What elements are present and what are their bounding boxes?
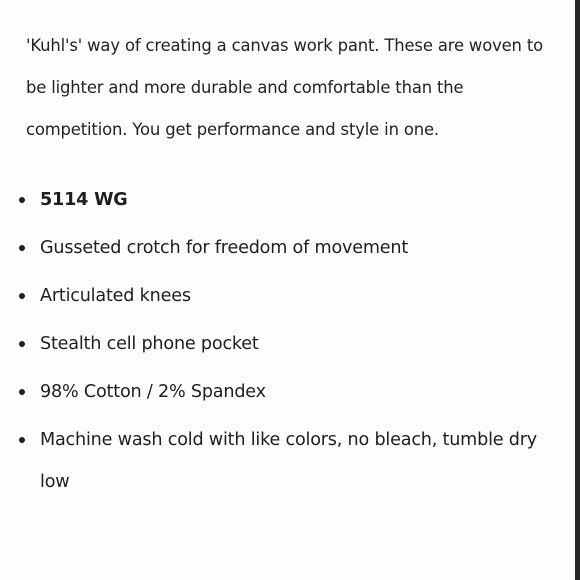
feature-text: Gusseted crotch for freedom of movement: [40, 238, 409, 258]
feature-item-articulated-knees: [40, 275, 550, 317]
bullet-icon: [19, 245, 25, 251]
feature-text: Stealth cell phone pocket: [40, 334, 259, 354]
feature-text: Machine wash cold with like colors, no bleach, tumble dry low: [40, 430, 538, 492]
feature-item-gusseted-crotch: [40, 227, 550, 269]
bullet-icon: [19, 437, 25, 443]
product-description-text: 'Kuhl's' way of creating a canvas work pant. These are woven to be lighter and more durable and comfortable than the competition. You get performance and style in one.: [26, 36, 544, 139]
feature-text: 5114 WG: [40, 190, 128, 210]
bullet-icon: [19, 341, 25, 347]
feature-list: [40, 179, 550, 509]
feature-item-style-number: [40, 179, 550, 221]
feature-item-phone-pocket: [40, 323, 550, 365]
bullet-icon: [19, 389, 25, 395]
right-edge-divider: [575, 0, 580, 580]
feature-item-care-instructions: [40, 419, 550, 503]
feature-text: 98% Cotton / 2% Spandex: [40, 382, 266, 402]
feature-text: Articulated knees: [40, 286, 191, 306]
bullet-icon: [19, 293, 25, 299]
feature-item-fabric: [40, 371, 550, 413]
bullet-icon: [19, 197, 25, 203]
